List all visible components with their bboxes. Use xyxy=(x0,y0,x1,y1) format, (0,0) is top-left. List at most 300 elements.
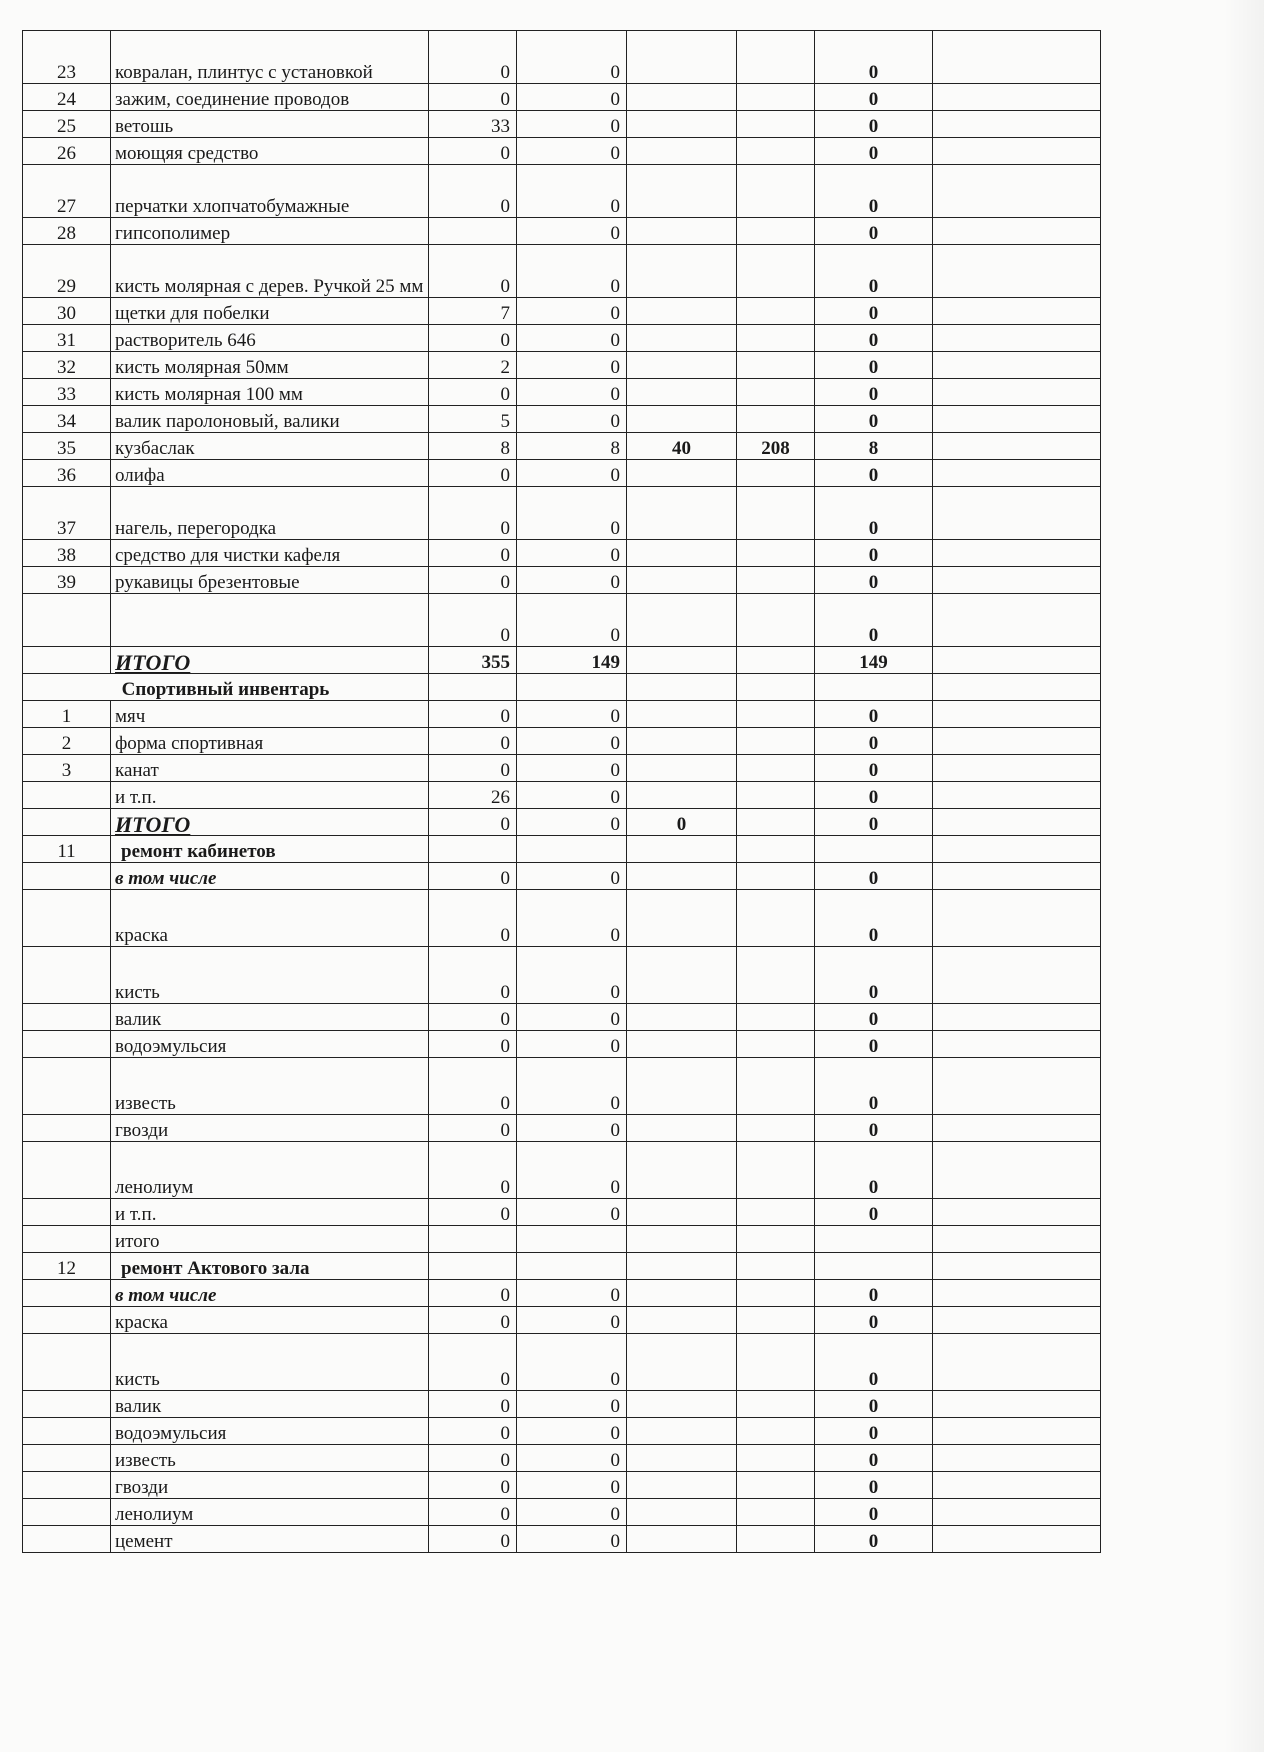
note-col xyxy=(933,890,1101,947)
qty-col-1 xyxy=(429,218,517,245)
qty-col-2: 0 xyxy=(517,165,627,218)
price-col xyxy=(627,1445,737,1472)
price-col xyxy=(627,1307,737,1334)
qty-col-2: 0 xyxy=(517,890,627,947)
row-number xyxy=(23,1334,111,1391)
table-row xyxy=(23,567,1101,594)
item-name: ветошь xyxy=(111,111,429,138)
table-row xyxy=(23,1499,1101,1526)
qty-col-2: 0 xyxy=(517,1142,627,1199)
result-col: 0 xyxy=(815,594,933,647)
sum-col xyxy=(737,1472,815,1499)
price-col xyxy=(627,1115,737,1142)
total-price-col: 0 xyxy=(627,809,737,836)
row-number xyxy=(23,1472,111,1499)
note-col xyxy=(933,1226,1101,1253)
result-col: 0 xyxy=(815,298,933,325)
note-col xyxy=(933,809,1101,836)
sum-col xyxy=(737,1526,815,1553)
item-name: краска xyxy=(111,1307,429,1334)
note-col xyxy=(933,755,1101,782)
price-col xyxy=(627,1142,737,1199)
sum-col xyxy=(737,1334,815,1391)
result-col: 0 xyxy=(815,379,933,406)
qty-col-1: 0 xyxy=(429,947,517,1004)
item-name: водоэмульсия xyxy=(111,1031,429,1058)
total-qty-col-2: 149 xyxy=(517,647,627,674)
item-name: мяч xyxy=(111,701,429,728)
qty-col-2: 8 xyxy=(517,433,627,460)
table-row xyxy=(23,31,1101,84)
price-col xyxy=(627,406,737,433)
qty-col-2: 0 xyxy=(517,460,627,487)
total-row xyxy=(23,809,1101,836)
table-row xyxy=(23,298,1101,325)
qty-col-2: 0 xyxy=(517,1334,627,1391)
result-col: 0 xyxy=(815,1004,933,1031)
section-title: ремонт Актового зала xyxy=(111,1253,429,1280)
row-number xyxy=(23,1226,111,1253)
qty-col-1: 0 xyxy=(429,890,517,947)
qty-col-2: 0 xyxy=(517,594,627,647)
qty-col-1: 7 xyxy=(429,298,517,325)
note-col xyxy=(933,1031,1101,1058)
row-number xyxy=(23,1280,111,1307)
empty-cell xyxy=(933,674,1101,701)
table-row xyxy=(23,433,1101,460)
item-name: известь xyxy=(111,1445,429,1472)
price-col xyxy=(627,487,737,540)
item-name: валик xyxy=(111,1004,429,1031)
result-col: 0 xyxy=(815,1199,933,1226)
table-row xyxy=(23,782,1101,809)
sum-col xyxy=(737,567,815,594)
sum-col xyxy=(737,890,815,947)
sum-col xyxy=(737,84,815,111)
row-number xyxy=(23,1031,111,1058)
note-col xyxy=(933,1334,1101,1391)
sum-col: 208 xyxy=(737,433,815,460)
item-name: итого xyxy=(111,1226,429,1253)
price-col xyxy=(627,460,737,487)
table-row xyxy=(23,1280,1101,1307)
result-col: 0 xyxy=(815,138,933,165)
qty-col-2: 0 xyxy=(517,947,627,1004)
qty-col-1: 5 xyxy=(429,406,517,433)
empty-cell xyxy=(517,836,627,863)
qty-col-2: 0 xyxy=(517,540,627,567)
materials-table-body xyxy=(23,31,1101,1553)
table-row xyxy=(23,245,1101,298)
qty-col-1: 0 xyxy=(429,1472,517,1499)
price-col xyxy=(627,298,737,325)
qty-col-2: 0 xyxy=(517,111,627,138)
table-row xyxy=(23,755,1101,782)
qty-col-1: 0 xyxy=(429,245,517,298)
sum-col xyxy=(737,728,815,755)
row-number xyxy=(23,863,111,890)
qty-col-2: 0 xyxy=(517,1307,627,1334)
item-name: растворитель 646 xyxy=(111,325,429,352)
row-number: 2 xyxy=(23,728,111,755)
row-number xyxy=(23,1418,111,1445)
table-row xyxy=(23,111,1101,138)
result-col: 0 xyxy=(815,1334,933,1391)
note-col xyxy=(933,647,1101,674)
materials-table xyxy=(22,30,1101,1553)
qty-col-2: 0 xyxy=(517,406,627,433)
item-name: и т.п. xyxy=(111,1199,429,1226)
result-col: 0 xyxy=(815,487,933,540)
note-col xyxy=(933,218,1101,245)
sum-col xyxy=(737,31,815,84)
table-row xyxy=(23,1307,1101,1334)
price-col xyxy=(627,947,737,1004)
price-col xyxy=(627,1031,737,1058)
item-name: и т.п. xyxy=(111,782,429,809)
result-col: 0 xyxy=(815,1280,933,1307)
qty-col-1: 0 xyxy=(429,1004,517,1031)
qty-col-1: 0 xyxy=(429,138,517,165)
qty-col-1: 0 xyxy=(429,1526,517,1553)
qty-col-1: 0 xyxy=(429,1142,517,1199)
qty-col-2: 0 xyxy=(517,782,627,809)
qty-col-2: 0 xyxy=(517,1526,627,1553)
row-number: 38 xyxy=(23,540,111,567)
price-col xyxy=(627,1280,737,1307)
qty-col-1: 0 xyxy=(429,1058,517,1115)
item-name: в том числе xyxy=(111,1280,429,1307)
table-row xyxy=(23,325,1101,352)
row-number xyxy=(23,647,111,674)
result-col: 0 xyxy=(815,245,933,298)
price-col xyxy=(627,352,737,379)
row-number: 36 xyxy=(23,460,111,487)
qty-col-1: 0 xyxy=(429,84,517,111)
item-name: щетки для побелки xyxy=(111,298,429,325)
price-col xyxy=(627,245,737,298)
row-number: 31 xyxy=(23,325,111,352)
qty-col-2: 0 xyxy=(517,31,627,84)
row-number: 33 xyxy=(23,379,111,406)
table-row xyxy=(23,1445,1101,1472)
table-row xyxy=(23,540,1101,567)
section-number: 11 xyxy=(23,836,111,863)
result-col: 0 xyxy=(815,863,933,890)
note-col xyxy=(933,567,1101,594)
qty-col-1: 0 xyxy=(429,460,517,487)
row-number xyxy=(23,594,111,647)
empty-cell xyxy=(933,836,1101,863)
table-row xyxy=(23,1391,1101,1418)
row-number xyxy=(23,1058,111,1115)
item-name: кисть xyxy=(111,947,429,1004)
total-result-col: 0 xyxy=(815,809,933,836)
sum-col xyxy=(737,460,815,487)
item-name: в том числе xyxy=(111,863,429,890)
empty-cell xyxy=(737,836,815,863)
note-col xyxy=(933,1445,1101,1472)
qty-col-1: 0 xyxy=(429,1031,517,1058)
price-col xyxy=(627,165,737,218)
qty-col-2: 0 xyxy=(517,1418,627,1445)
price-col xyxy=(627,218,737,245)
qty-col-2: 0 xyxy=(517,1004,627,1031)
qty-col-2: 0 xyxy=(517,84,627,111)
qty-col-2: 0 xyxy=(517,1115,627,1142)
item-name: ленолиум xyxy=(111,1142,429,1199)
note-col xyxy=(933,701,1101,728)
table-row xyxy=(23,1418,1101,1445)
result-col: 0 xyxy=(815,567,933,594)
empty-cell xyxy=(737,674,815,701)
row-number xyxy=(23,1307,111,1334)
table-row xyxy=(23,1526,1101,1553)
result-col xyxy=(815,1226,933,1253)
table-row xyxy=(23,84,1101,111)
result-col: 0 xyxy=(815,352,933,379)
qty-col-2: 0 xyxy=(517,863,627,890)
qty-col-1: 0 xyxy=(429,325,517,352)
qty-col-2: 0 xyxy=(517,298,627,325)
qty-col-2: 0 xyxy=(517,1391,627,1418)
row-number: 3 xyxy=(23,755,111,782)
item-name: валик xyxy=(111,1391,429,1418)
price-col xyxy=(627,31,737,84)
qty-col-2: 0 xyxy=(517,1472,627,1499)
price-col xyxy=(627,728,737,755)
qty-col-2 xyxy=(517,1226,627,1253)
note-col xyxy=(933,1472,1101,1499)
sum-col xyxy=(737,165,815,218)
note-col xyxy=(933,325,1101,352)
sum-col xyxy=(737,809,815,836)
qty-col-1: 0 xyxy=(429,379,517,406)
item-name: гвозди xyxy=(111,1115,429,1142)
table-row xyxy=(23,379,1101,406)
table-row xyxy=(23,1031,1101,1058)
price-col xyxy=(627,701,737,728)
note-col xyxy=(933,1526,1101,1553)
empty-cell xyxy=(627,836,737,863)
note-col xyxy=(933,406,1101,433)
item-name: рукавицы брезентовые xyxy=(111,567,429,594)
result-col: 0 xyxy=(815,947,933,1004)
total-qty-col-1: 0 xyxy=(429,809,517,836)
row-number xyxy=(23,947,111,1004)
qty-col-2: 0 xyxy=(517,487,627,540)
row-number: 26 xyxy=(23,138,111,165)
note-col xyxy=(933,460,1101,487)
table-row xyxy=(23,1472,1101,1499)
result-col: 0 xyxy=(815,165,933,218)
result-col: 0 xyxy=(815,1307,933,1334)
item-name: известь xyxy=(111,1058,429,1115)
result-col: 8 xyxy=(815,433,933,460)
qty-col-1: 0 xyxy=(429,1445,517,1472)
result-col: 0 xyxy=(815,325,933,352)
note-col xyxy=(933,433,1101,460)
result-col: 0 xyxy=(815,701,933,728)
note-col xyxy=(933,138,1101,165)
note-col xyxy=(933,1418,1101,1445)
note-col xyxy=(933,1115,1101,1142)
sum-col xyxy=(737,947,815,1004)
note-col xyxy=(933,245,1101,298)
qty-col-2: 0 xyxy=(517,218,627,245)
empty-cell xyxy=(627,1253,737,1280)
row-number: 39 xyxy=(23,567,111,594)
qty-col-1: 0 xyxy=(429,1499,517,1526)
table-row xyxy=(23,406,1101,433)
row-number: 24 xyxy=(23,84,111,111)
result-col: 0 xyxy=(815,1115,933,1142)
total-qty-col-2: 0 xyxy=(517,809,627,836)
empty-cell xyxy=(429,1253,517,1280)
row-number xyxy=(23,1526,111,1553)
sum-col xyxy=(737,1199,815,1226)
row-number: 23 xyxy=(23,31,111,84)
sum-col xyxy=(737,1445,815,1472)
qty-col-1: 26 xyxy=(429,782,517,809)
item-name: кисть молярная с дерев. Ручкой 25 мм xyxy=(111,245,429,298)
row-number: 37 xyxy=(23,487,111,540)
qty-col-2: 0 xyxy=(517,567,627,594)
price-col xyxy=(627,647,737,674)
row-number xyxy=(23,782,111,809)
qty-col-1: 0 xyxy=(429,728,517,755)
sum-col xyxy=(737,1499,815,1526)
qty-col-1: 0 xyxy=(429,755,517,782)
sum-col xyxy=(737,406,815,433)
qty-col-2: 0 xyxy=(517,1445,627,1472)
table-row xyxy=(23,1058,1101,1115)
qty-col-2: 0 xyxy=(517,325,627,352)
result-col: 0 xyxy=(815,1391,933,1418)
result-col: 0 xyxy=(815,1142,933,1199)
item-name: олифа xyxy=(111,460,429,487)
price-col xyxy=(627,890,737,947)
total-label: ИТОГО xyxy=(111,809,429,836)
empty-cell xyxy=(429,674,517,701)
note-col xyxy=(933,1058,1101,1115)
qty-col-1: 0 xyxy=(429,1199,517,1226)
result-col: 0 xyxy=(815,540,933,567)
empty-cell xyxy=(517,674,627,701)
price-col xyxy=(627,567,737,594)
item-name: ковралан, плинтус с установкой xyxy=(111,31,429,84)
note-col xyxy=(933,947,1101,1004)
section-header-row xyxy=(23,1253,1101,1280)
sum-col xyxy=(737,298,815,325)
sum-col xyxy=(737,325,815,352)
item-name: ленолиум xyxy=(111,1499,429,1526)
price-col xyxy=(627,1226,737,1253)
qty-col-2: 0 xyxy=(517,1031,627,1058)
empty-cell xyxy=(815,674,933,701)
note-col xyxy=(933,1142,1101,1199)
note-col xyxy=(933,782,1101,809)
table-row xyxy=(23,1142,1101,1199)
table-row xyxy=(23,1226,1101,1253)
note-col xyxy=(933,1307,1101,1334)
price-col xyxy=(627,782,737,809)
qty-col-1: 0 xyxy=(429,1280,517,1307)
empty-cell xyxy=(815,836,933,863)
qty-col-1: 0 xyxy=(429,540,517,567)
result-col: 0 xyxy=(815,1058,933,1115)
note-col xyxy=(933,1391,1101,1418)
item-name: цемент xyxy=(111,1526,429,1553)
result-col: 0 xyxy=(815,218,933,245)
qty-col-1: 0 xyxy=(429,165,517,218)
row-number xyxy=(23,1004,111,1031)
sum-col xyxy=(737,594,815,647)
qty-col-2: 0 xyxy=(517,138,627,165)
qty-col-1: 0 xyxy=(429,1391,517,1418)
qty-col-1 xyxy=(429,1226,517,1253)
price-col xyxy=(627,1418,737,1445)
table-row xyxy=(23,487,1101,540)
sum-col xyxy=(737,1418,815,1445)
table-row xyxy=(23,890,1101,947)
result-col: 0 xyxy=(815,406,933,433)
price-col xyxy=(627,755,737,782)
section-header-row xyxy=(23,836,1101,863)
row-number: 1 xyxy=(23,701,111,728)
result-col: 0 xyxy=(815,31,933,84)
row-number xyxy=(23,1199,111,1226)
table-row xyxy=(23,1004,1101,1031)
result-col: 0 xyxy=(815,1418,933,1445)
sum-col xyxy=(737,1115,815,1142)
item-name: средство для чистки кафеля xyxy=(111,540,429,567)
sum-col xyxy=(737,863,815,890)
price-col xyxy=(627,111,737,138)
note-col xyxy=(933,165,1101,218)
note-col xyxy=(933,487,1101,540)
sum-col xyxy=(737,1058,815,1115)
table-row xyxy=(23,460,1101,487)
item-name: нагель, перегородка xyxy=(111,487,429,540)
empty-cell xyxy=(517,1253,627,1280)
price-col xyxy=(627,1526,737,1553)
sum-col xyxy=(737,352,815,379)
result-col: 0 xyxy=(815,890,933,947)
qty-col-1: 0 xyxy=(429,1307,517,1334)
sum-col xyxy=(737,245,815,298)
qty-col-1: 0 xyxy=(429,594,517,647)
table-row xyxy=(23,1199,1101,1226)
item-name xyxy=(111,594,429,647)
qty-col-1: 33 xyxy=(429,111,517,138)
qty-col-1: 0 xyxy=(429,487,517,540)
row-number: 29 xyxy=(23,245,111,298)
total-row xyxy=(23,647,1101,674)
item-name: водоэмульсия xyxy=(111,1418,429,1445)
note-col xyxy=(933,352,1101,379)
total-qty-col-1: 355 xyxy=(429,647,517,674)
result-col: 0 xyxy=(815,1031,933,1058)
table-row xyxy=(23,594,1101,647)
item-name: канат xyxy=(111,755,429,782)
price-col xyxy=(627,1004,737,1031)
empty-cell xyxy=(429,836,517,863)
table-row xyxy=(23,352,1101,379)
row-number xyxy=(23,1499,111,1526)
result-col: 0 xyxy=(815,460,933,487)
sum-col xyxy=(737,1280,815,1307)
